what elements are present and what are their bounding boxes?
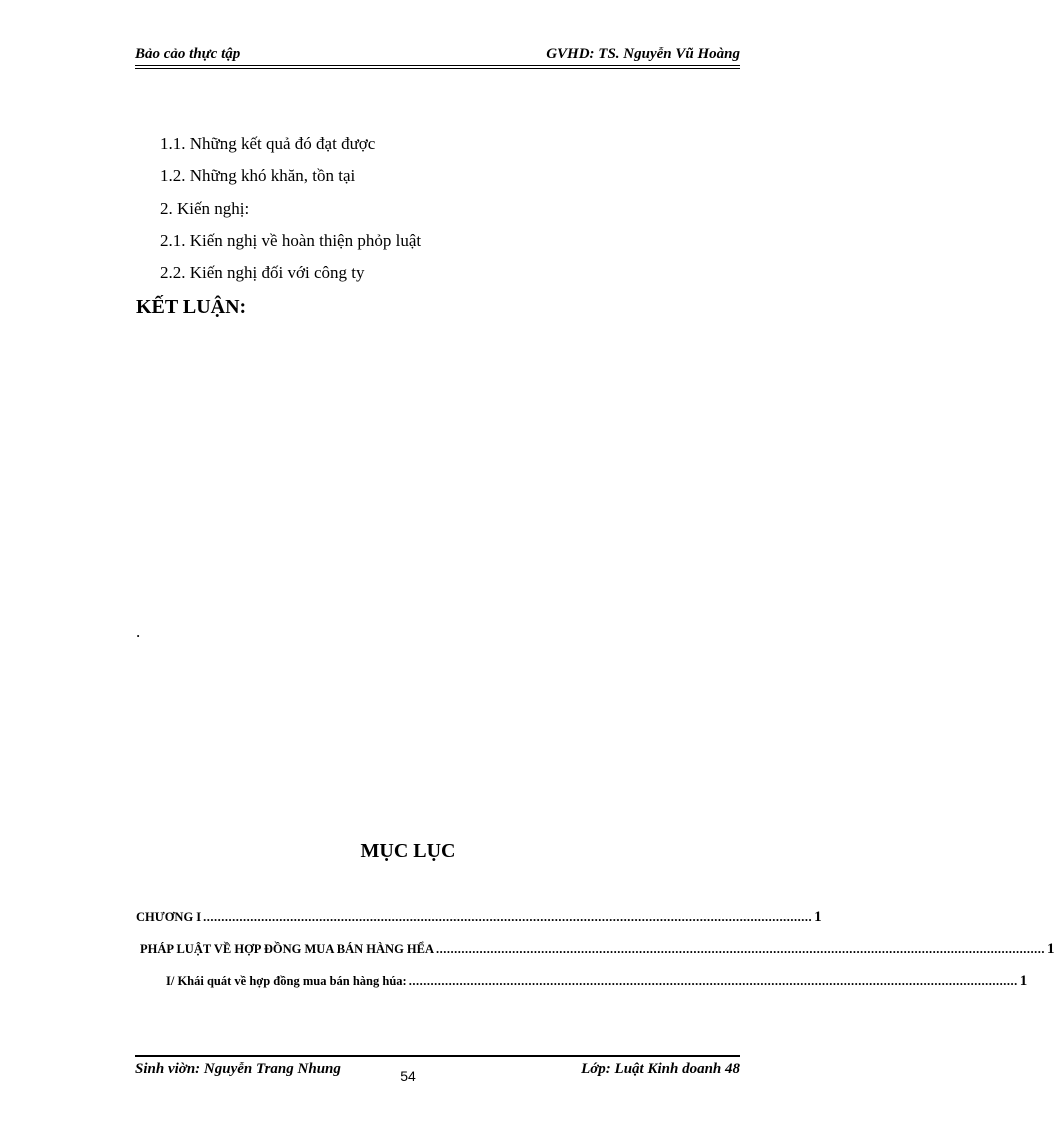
toc-entry-page: 1 [1047,941,1055,957]
body-line-2: 1.2. Những khó khăn, tồn tại [160,166,356,185]
body-line-4: 2.1. Kiến nghị về hoàn thiện phỏp luật [160,231,422,250]
header-left-text: Bảo cảo thực tập [135,46,241,62]
toc-entry[interactable] [140,941,1055,958]
toc-leader-dots: ........................................................................................................................................................................ [408,974,1018,988]
stray-dot: . [136,622,141,641]
toc-entry-label: PHÁP LUẬT VỀ HỢP ĐỒNG MUA BÁN HÀNG HỂA [140,942,435,956]
toc-title: MỤC LỤC [360,840,456,862]
header-right-text: GVHD: TS. Nguyễn Vũ Hoàng [546,46,740,62]
body-line-3: 2. Kiến nghị: [160,199,250,218]
toc-entry[interactable] [136,909,822,926]
footer-right-text: Lớp: Luật Kinh doanh 48 [581,1061,740,1077]
body-line-1: 1.1. Những kết quả đó đạt được [160,134,376,153]
toc-entry-label: CHƯƠNG I [136,910,202,924]
toc-entry-page: 1 [1019,973,1028,989]
conclusion-heading: KẾT LUẬN: [136,296,247,318]
page-number: 54 [400,1068,416,1084]
toc-entry-page: 1 [814,909,822,925]
footer-rule [135,1055,740,1057]
header-rule-top [135,65,740,66]
toc-entry[interactable] [166,973,1028,990]
toc-entry-label: I/ Khái quát về hợp đồng mua bán hàng húa: [166,974,407,988]
page-header [135,46,740,66]
body-line-5: 2.2. Kiến nghị đối với công ty [160,263,365,282]
toc-leader-dots: ........................................................................................................................................................................ [436,942,1046,956]
footer-left-text: Sinh viờn: Nguyễn Trang Nhung [135,1061,341,1077]
toc-leader-dots: ........................................................................................................................................................................ [203,910,813,924]
header-rule-bottom [135,68,740,69]
